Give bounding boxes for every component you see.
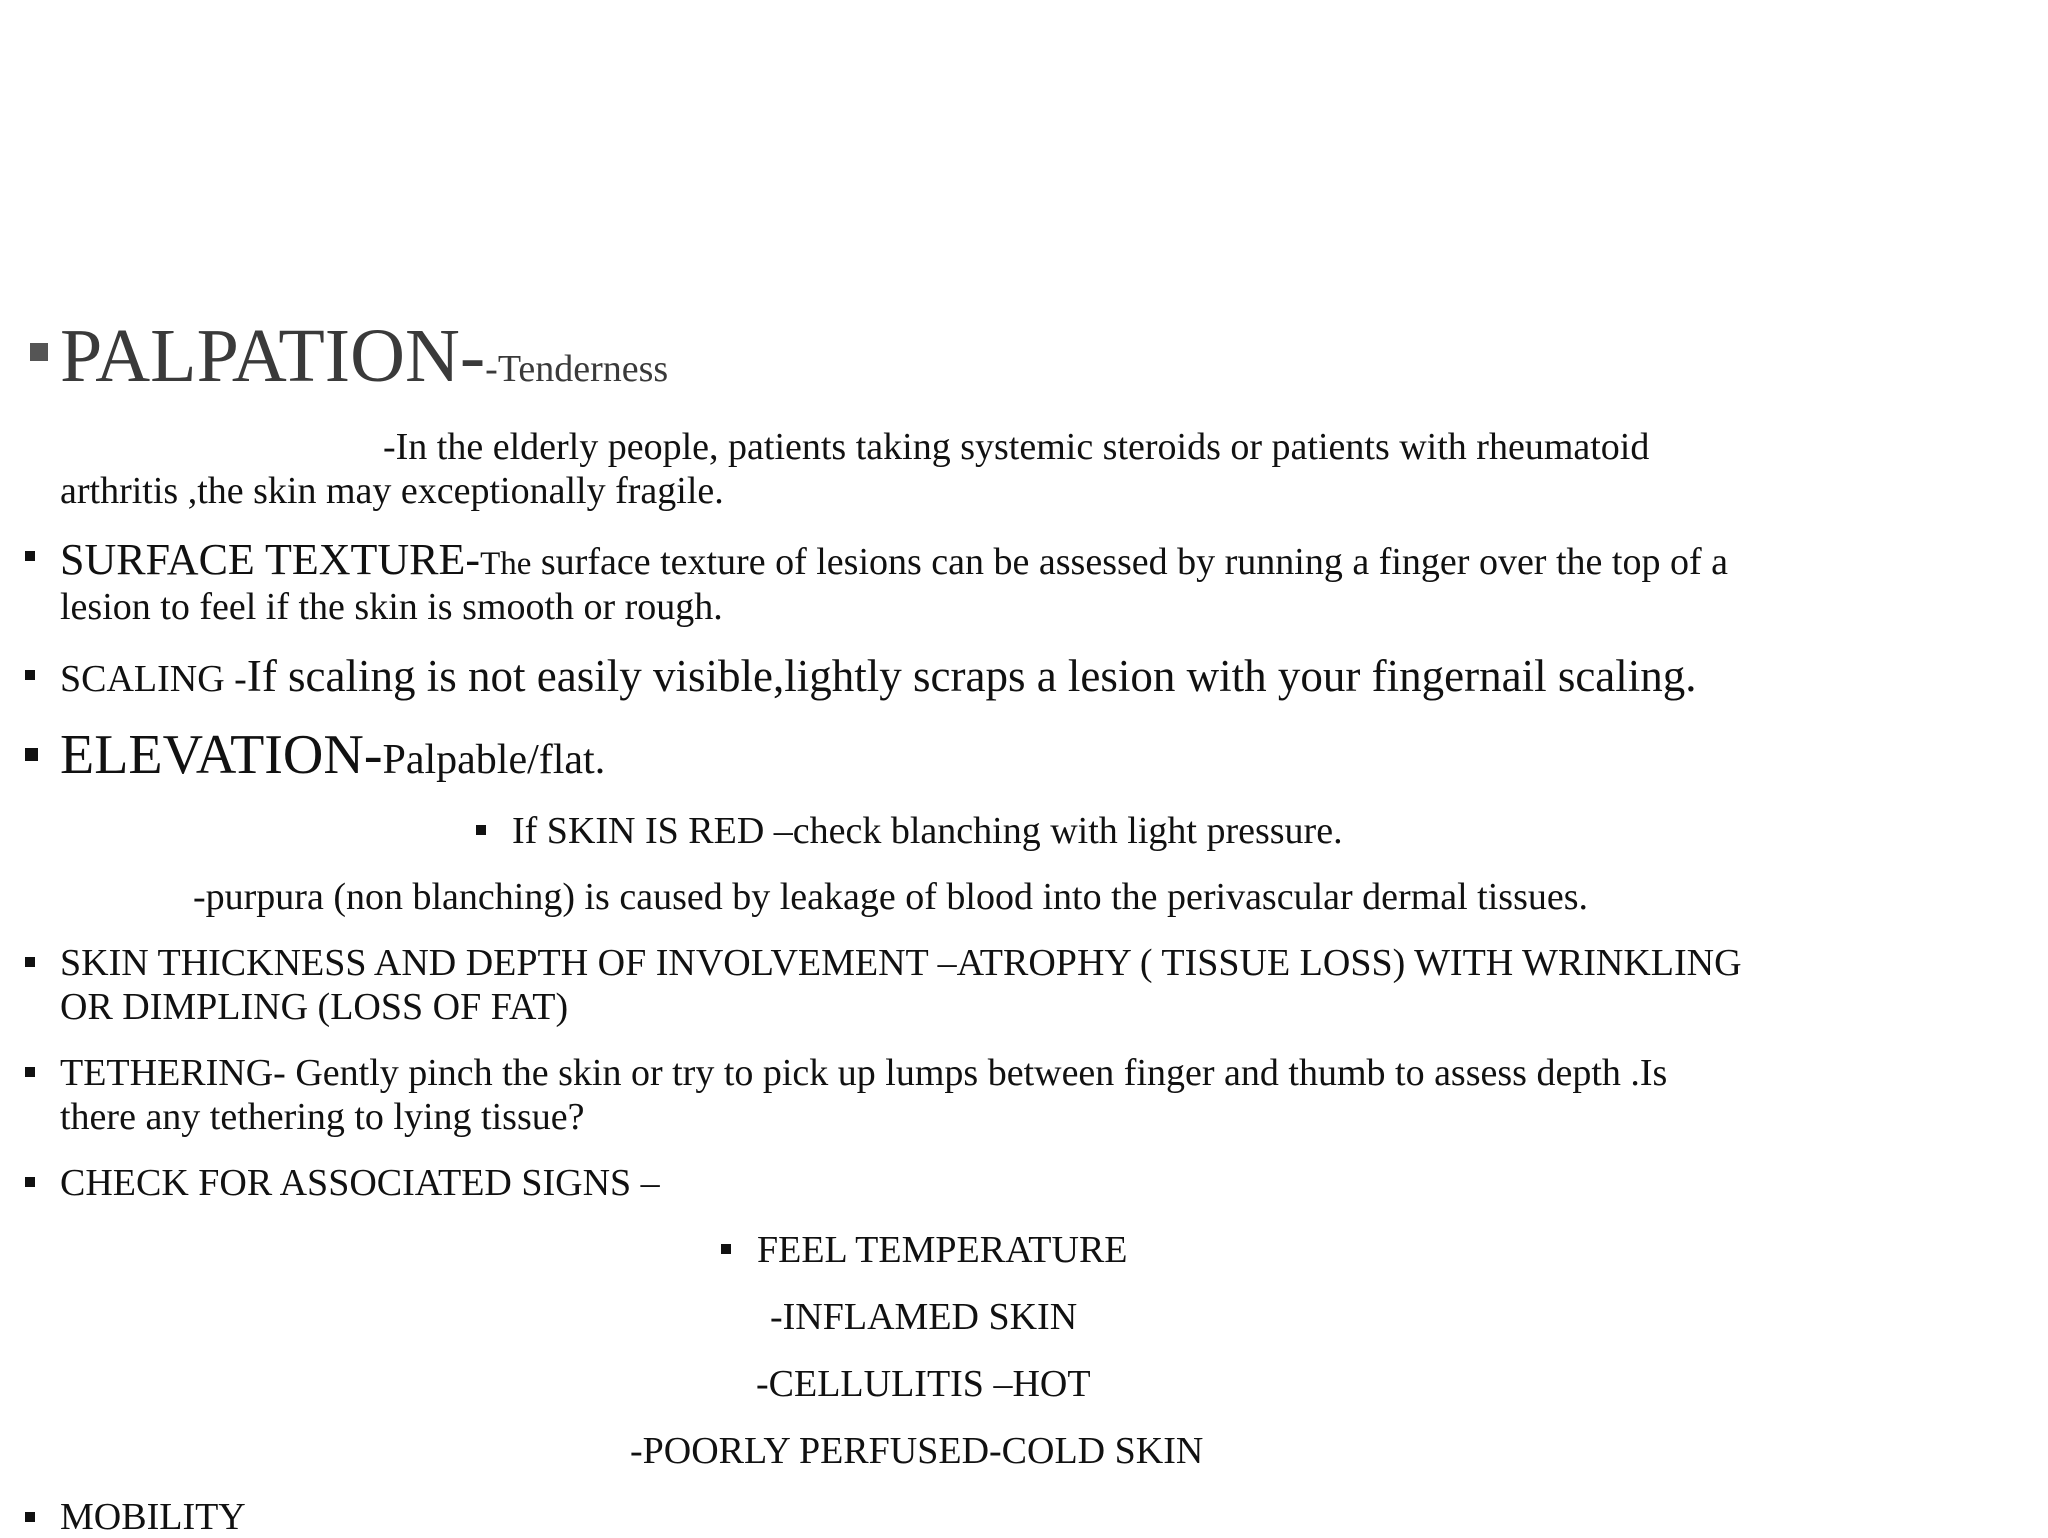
bullet-icon — [25, 748, 38, 761]
associated-signs-sub-bullet: FEEL TEMPERATURE — [757, 1229, 1128, 1271]
associated-signs-heading: CHECK FOR ASSOCIATED SIGNS – — [60, 1162, 660, 1204]
bullet-icon — [25, 1512, 35, 1522]
associated-signs-item: -CELLULITIS –HOT — [756, 1363, 1091, 1405]
palpation-note-line1: -In the elderly people, patients taking systemic steroids or patients with rheumatoid — [383, 426, 1650, 468]
bullet-icon — [476, 825, 486, 835]
bullet-icon — [25, 1067, 35, 1077]
surface-texture-heading: SURFACE TEXTURE- — [60, 535, 481, 584]
scaling-line: SCALING -If scaling is not easily visible,lightly scraps a lesion with your fingernail scaling. — [60, 651, 1697, 701]
elevation-heading: ELEVATION- — [60, 724, 383, 786]
scaling-heading: SCALING - — [60, 658, 247, 700]
elevation-line: ELEVATION-Palpable/flat. — [60, 724, 606, 786]
bullet-icon — [25, 670, 35, 680]
elevation-note: -purpura (non blanching) is caused by leakage of blood into the perivascular dermal tissues. — [193, 876, 1589, 918]
tethering-line1: TETHERING- Gently pinch the skin or try to pick up lumps between finger and thumb to assess depth .Is — [60, 1052, 1668, 1094]
skin-thickness-line1: SKIN THICKNESS AND DEPTH OF INVOLVEMENT –ATROPHY ( TISSUE LOSS) WITH WRINKLING — [60, 942, 1742, 984]
bullet-icon — [25, 551, 35, 561]
tethering-line2: there any tethering to lying tissue? — [60, 1096, 585, 1138]
associated-signs-item: -INFLAMED SKIN — [770, 1296, 1078, 1338]
skin-thickness-line2: OR DIMPLING (LOSS OF FAT) — [60, 986, 569, 1028]
bullet-icon — [25, 1177, 35, 1187]
elevation-sub-bullet: If SKIN IS RED –check blanching with light pressure. — [512, 810, 1343, 852]
surface-texture-line2: lesion to feel if the skin is smooth or rough. — [60, 586, 723, 628]
bullet-icon — [721, 1244, 731, 1254]
bullet-icon — [25, 957, 35, 967]
palpation-sub: -Tenderness — [485, 348, 669, 390]
mobility-heading: MOBILITY — [60, 1496, 246, 1538]
bullet-icon — [30, 343, 48, 361]
surface-texture-line1: SURFACE TEXTURE-The surface texture of lesions can be assessed by running a finger over the top of a — [60, 535, 1728, 584]
palpation-heading: PALPATION--Tenderness — [60, 314, 669, 398]
associated-signs-item: -POORLY PERFUSED-COLD SKIN — [630, 1430, 1204, 1472]
palpation-note-line2: arthritis ,the skin may exceptionally fragile. — [60, 470, 724, 512]
